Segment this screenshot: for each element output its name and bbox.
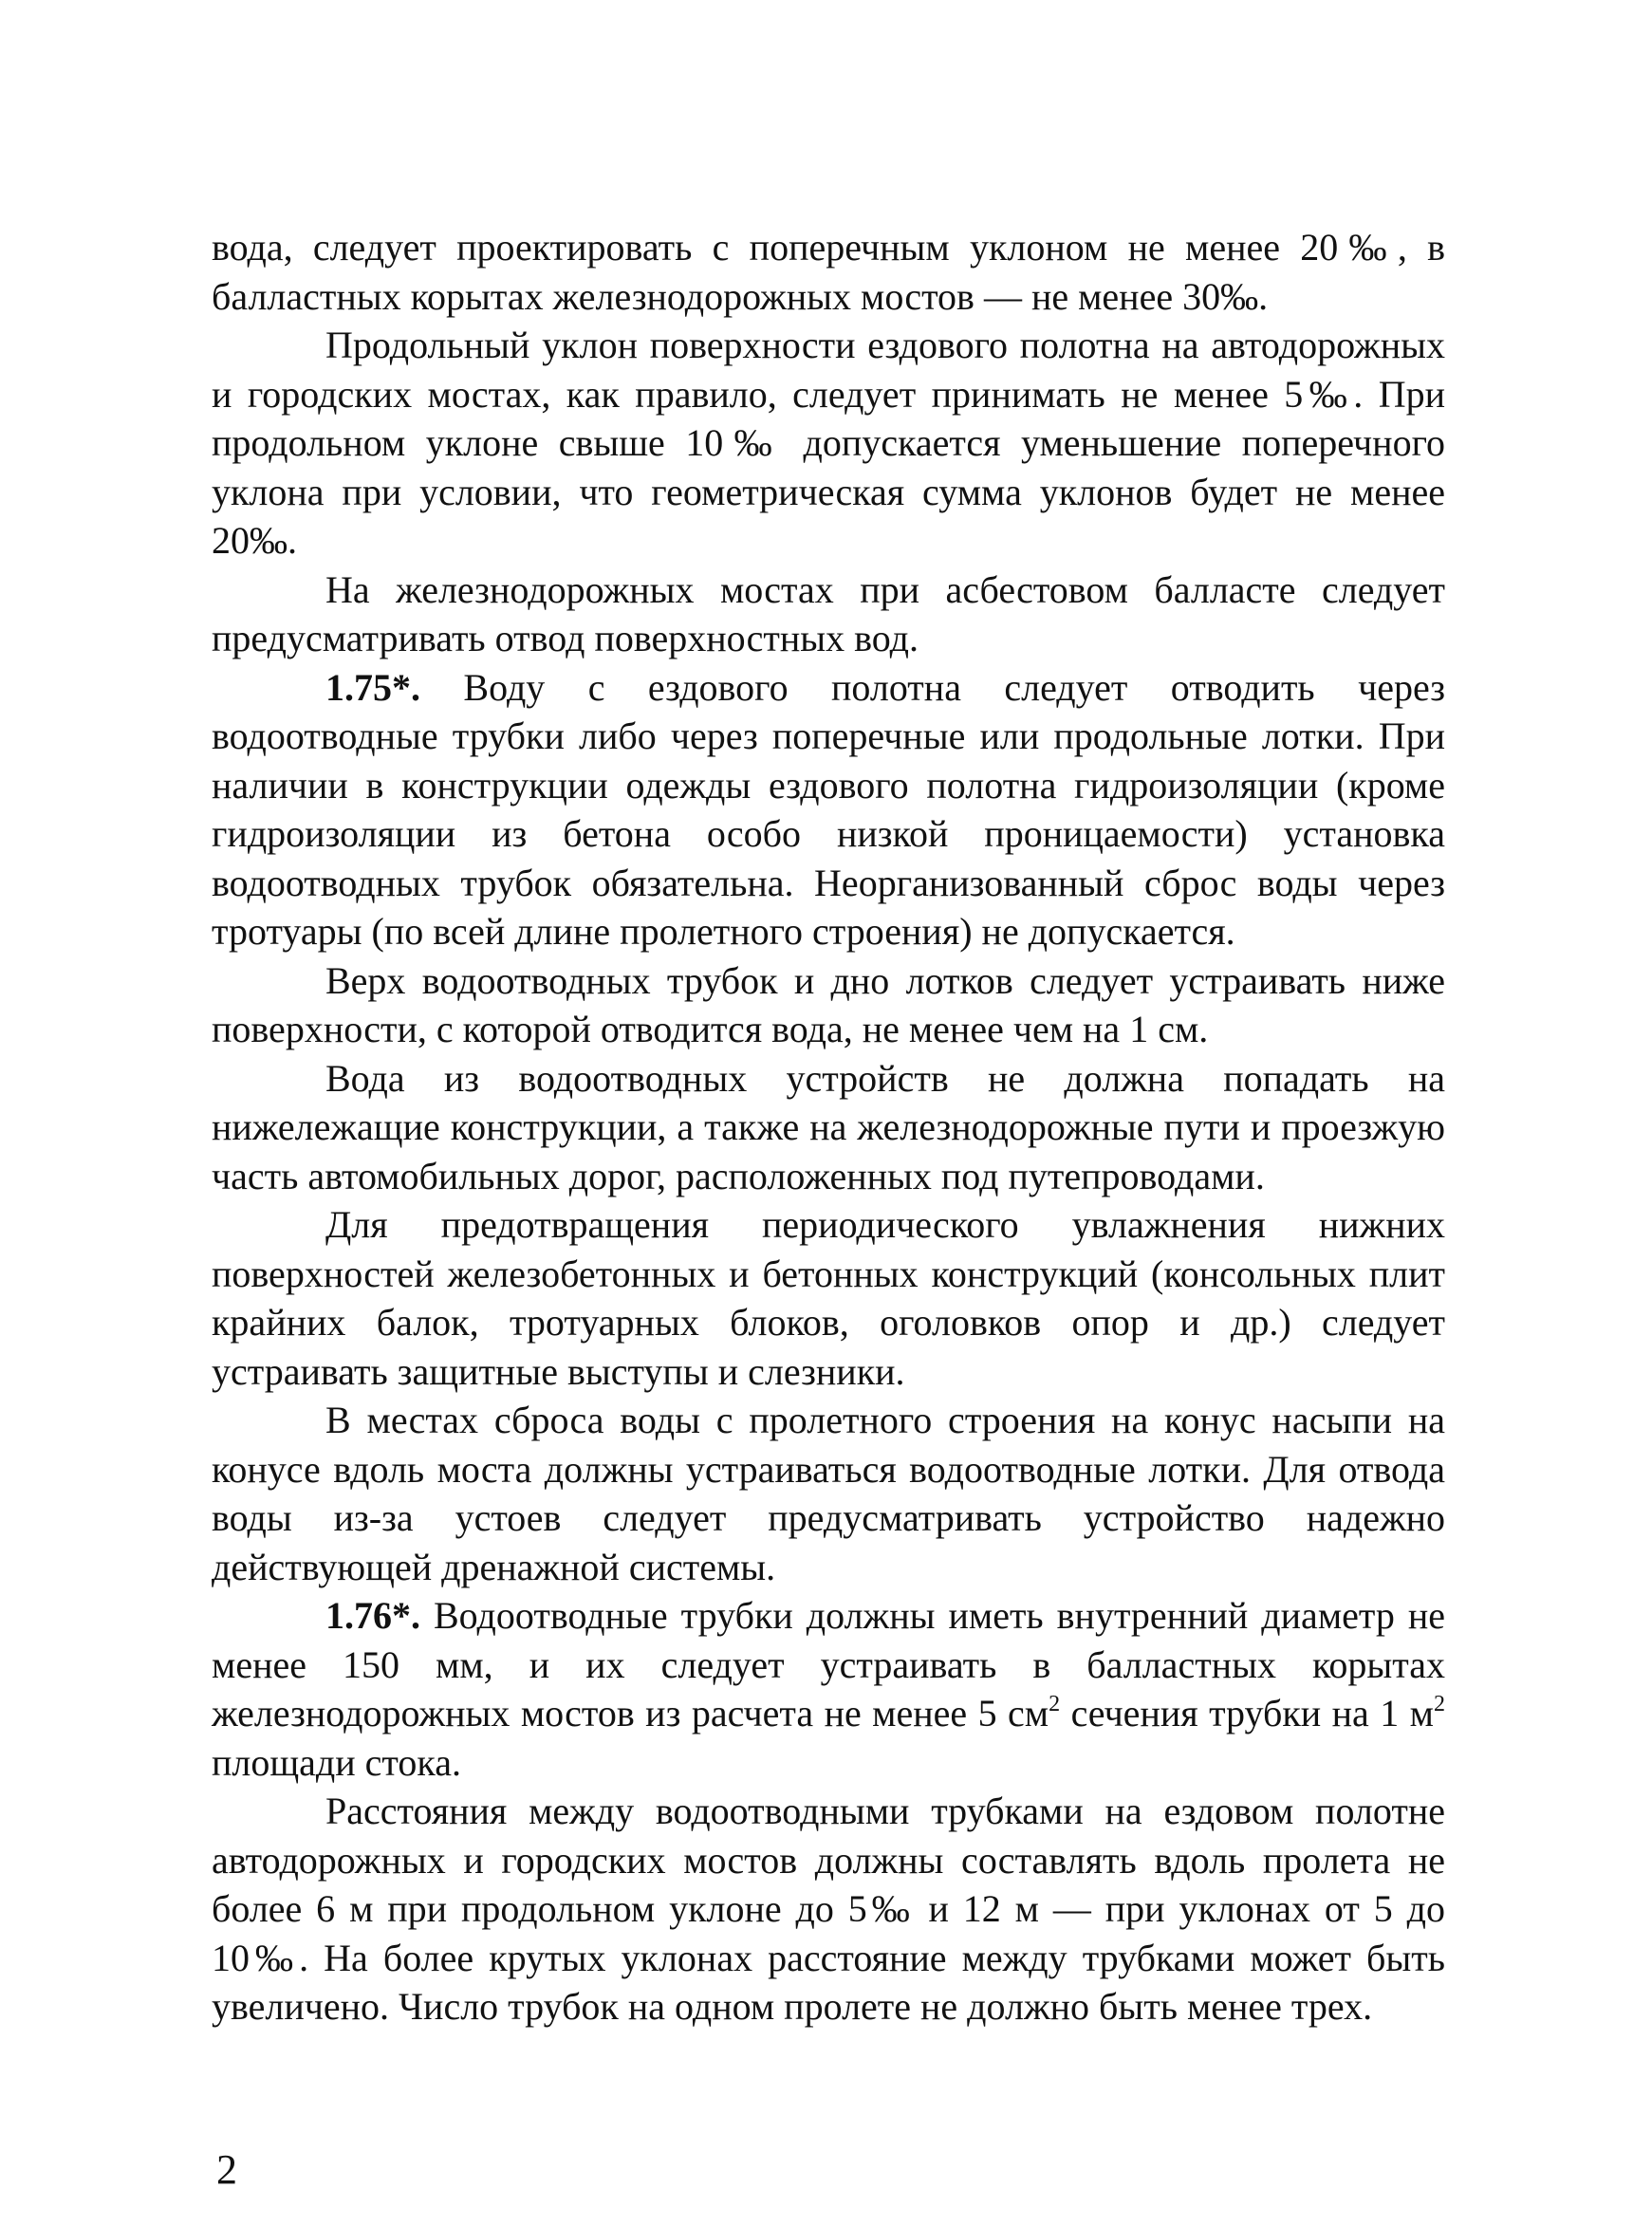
paragraph (212, 321, 1445, 566)
superscript: 2 (1434, 1692, 1445, 1716)
paragraph (212, 223, 1445, 321)
superscript: 2 (1049, 1692, 1061, 1716)
paragraph (212, 1200, 1445, 1396)
paragraph-text: На железнодорожных мостах при асбестовом балласте следует предусматривать отвод поверхностных вод. (212, 567, 1445, 659)
document-page (212, 223, 1445, 2031)
paragraph-text: В местах сброса воды с пролетного строения на конус насыпи на конусе вдоль моста должны устраиваться водоотводные лотки. Для отвода воды из-за устоев следует предусматривать устройство надежно действующей дренажной системы. (212, 1399, 1445, 1588)
paragraph-text: Водоотводные трубки должны иметь внутренний диаметр не менее 150 мм, и их следует устраивать в балластных корытах железнодорожных мостов из расчета не менее 5 см (212, 1594, 1446, 1734)
paragraph-text: Продольный уклон поверхности ездового полотна на автодорожных и городских мостах, как правило, следует принимать не менее 5‰. При продольном уклоне свыше 10‰ допускается уменьшение поперечного уклона при условии, что геометрическая сумма уклонов будет не менее 20‰. (212, 324, 1445, 562)
paragraph-clause-1-76 (212, 1591, 1445, 1787)
paragraph-text: Для предотвращения периодического увлажнения нижних поверхностей железобетонных и бетонных конструкций (консольных плит крайних балок, тротуарных блоков, оголовков опор и др.) следует устраивать защитные выступы и слезники. (212, 1203, 1445, 1393)
paragraph-text: Верх водоотводных трубок и дно лотков следует устраивать ниже поверхности, с которой отводится вода, не менее чем на 1 см. (212, 958, 1445, 1050)
clause-number: 1.76*. (325, 1594, 420, 1637)
clause-number: 1.75*. (325, 665, 420, 709)
paragraph (212, 956, 1445, 1054)
paragraph-text: Расстояния между водоотводными трубками на ездовом полотне автодорожных и городских мостов должны составлять вдоль пролета не более 6 м при продольном уклоне до 5‰ и 12 м — при уклонах от 5 до 10‰. На более крутых уклонах расстояние между трубками может быть увеличено. Число трубок на одном пролете не должно быть менее трех. (212, 1790, 1445, 2028)
paragraph-clause-1-75 (212, 663, 1445, 956)
paragraph-text: площади стока. (212, 1740, 461, 1784)
paragraph-text: Воду с ездового полотна следует отводить через водоотводные трубки либо через поперечные или продольные лотки. При наличии в конструкции одежды ездового полотна гидроизоляции (кроме гидроизоляции из бетона особо низкой проницаемости) установка водоотводных трубок обязательна. Неорганизованный сброс воды через тротуары (по всей длине пролетного строения) не допускается. (212, 665, 1446, 953)
paragraph-text: Вода из водоотводных устройств не должна попадать на нижележащие конструкции, а также на железнодорожные пути и проезжую часть автомобильных дорог, расположенных под путепроводами. (212, 1056, 1445, 1197)
paragraph (212, 1054, 1445, 1201)
paragraph (212, 1396, 1445, 1591)
paragraph (212, 566, 1445, 663)
paragraph-text: сечения трубки на 1 м (1060, 1692, 1434, 1734)
paragraph (212, 1787, 1445, 2031)
page-number: 2 (216, 2146, 237, 2193)
paragraph-text: вода, следует проектировать с поперечным уклоном не менее 20‰, в балластных корытах железнодорожных мостов — не менее 30‰. (212, 226, 1445, 318)
